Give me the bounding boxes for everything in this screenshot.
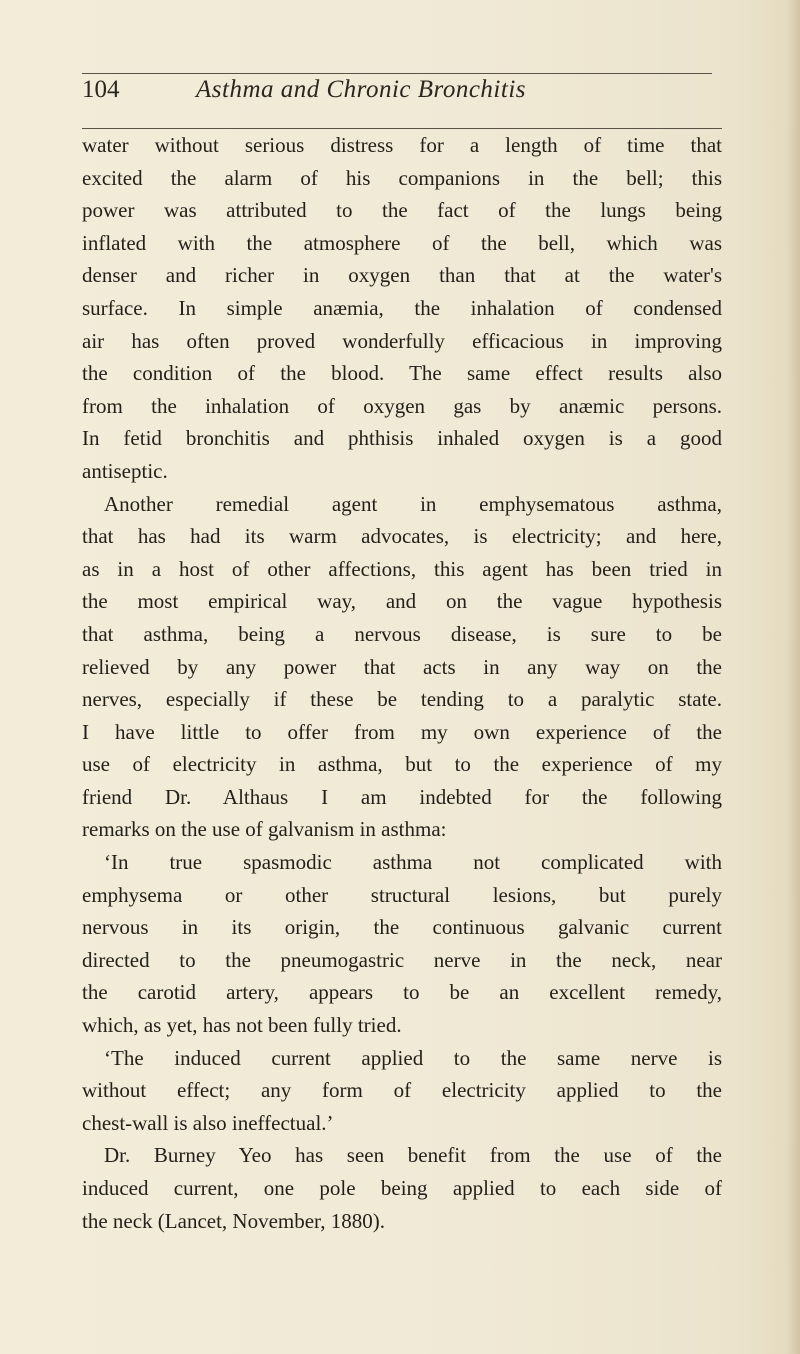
text-line: as in a host of other affections, this agent has been tried in bbox=[82, 556, 722, 581]
text-line: that has had its warm advocates, is electricity; and here, bbox=[82, 524, 722, 549]
text-line: the most empirical way, and on the vague hypothesis bbox=[82, 589, 722, 614]
text-line: inflated with the atmosphere of the bell, which was bbox=[82, 230, 722, 255]
text-line: antiseptic. bbox=[82, 458, 168, 483]
text-line: remarks on the use of galvanism in asthma: bbox=[82, 817, 447, 842]
text-line: ‘The induced current applied to the same nerve is bbox=[104, 1045, 722, 1070]
text-line: ‘In true spasmodic asthma not complicated with bbox=[104, 850, 722, 875]
text-line: use of electricity in asthma, but to the experience of my bbox=[82, 752, 722, 777]
text-line: water without serious distress for a length of time that bbox=[82, 133, 722, 157]
page-edge-shadow bbox=[786, 0, 800, 1354]
text-line: relieved by any power that acts in any way on the bbox=[82, 654, 722, 679]
text-line: the carotid artery, appears to be an excellent remedy, bbox=[82, 980, 722, 1005]
text-line: nerves, especially if these be tending to a paralytic state. bbox=[82, 687, 722, 712]
text-line: nervous in its origin, the continuous galvanic current bbox=[82, 915, 722, 940]
text-line: In fetid bronchitis and phthisis inhaled oxygen is a good bbox=[82, 426, 722, 451]
text-line: Another remedial agent in emphysematous asthma, bbox=[104, 491, 722, 516]
text-line: Dr. Burney Yeo has seen benefit from the use of the bbox=[104, 1143, 722, 1168]
running-title: Asthma and Chronic Bronchitis bbox=[196, 76, 527, 103]
text-line: directed to the pneumogastric nerve in the neck, near bbox=[82, 947, 722, 972]
text-line: that asthma, being a nervous disease, is sure to be bbox=[82, 621, 722, 646]
text-line: without effect; any form of electricity applied to the bbox=[82, 1078, 722, 1103]
text-line: the condition of the blood. The same effect results also bbox=[82, 361, 722, 386]
text-line: from the inhalation of oxygen gas by anæmic persons. bbox=[82, 393, 722, 418]
body-text bbox=[82, 129, 722, 1237]
text-line: denser and richer in oxygen than that at the water's bbox=[82, 263, 722, 288]
text-line: friend Dr. Althaus I am indebted for the following bbox=[82, 784, 722, 809]
text-line: air has often proved wonderfully efficacious in improving bbox=[82, 328, 722, 353]
text-line: the neck (Lancet, November, 1880). bbox=[82, 1208, 385, 1233]
text-line: emphysema or other structural lesions, but purely bbox=[82, 882, 722, 907]
text-line: power was attributed to the fact of the lungs being bbox=[82, 198, 722, 223]
text-line: which, as yet, has not been fully tried. bbox=[82, 1013, 402, 1038]
text-line: chest-wall is also ineffectual.’ bbox=[82, 1110, 334, 1135]
page-number: 104 bbox=[82, 76, 120, 103]
running-head bbox=[82, 74, 722, 114]
text-line: excited the alarm of his companions in the bell; this bbox=[82, 165, 722, 190]
text-line: I have little to offer from my own experience of the bbox=[82, 719, 722, 744]
text-line: induced current, one pole being applied to each side of bbox=[82, 1176, 722, 1200]
text-line: surface. In simple anæmia, the inhalation of condensed bbox=[82, 295, 722, 320]
